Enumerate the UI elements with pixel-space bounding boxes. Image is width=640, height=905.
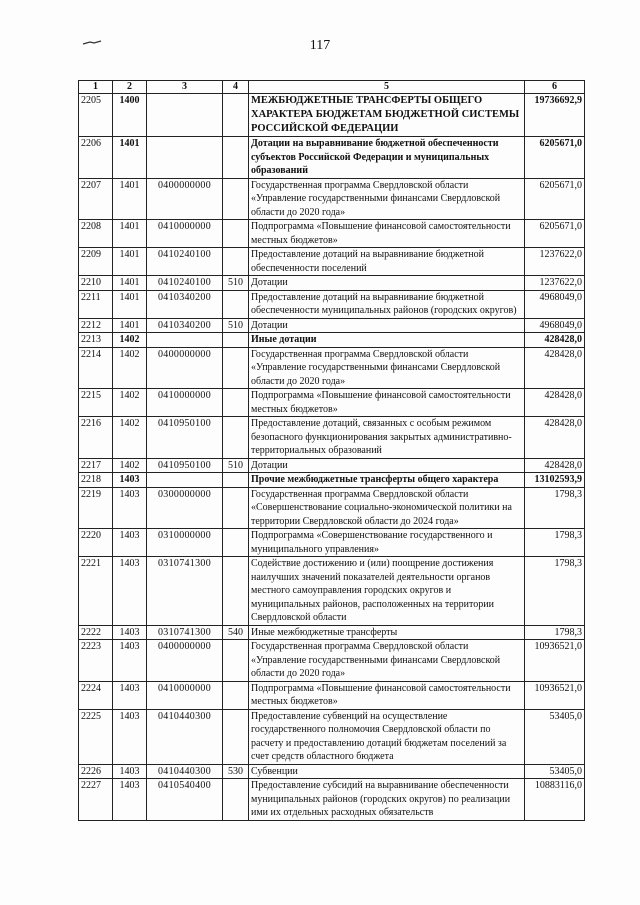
row-number: 2208 xyxy=(79,220,113,248)
row-name: Подпрограмма «Повышение финансовой самостоятельности местных бюджетов» xyxy=(249,681,525,709)
page-number: 117 xyxy=(309,38,331,53)
row-amount: 6205671,0 xyxy=(525,137,585,179)
target-code: 0410000000 xyxy=(147,681,223,709)
section-code: 1402 xyxy=(113,458,147,473)
section-code: 1401 xyxy=(113,248,147,276)
row-name: Иные межбюджетные трансферты xyxy=(249,625,525,640)
table-row xyxy=(79,625,585,640)
row-number: 2206 xyxy=(79,137,113,179)
expense-type xyxy=(223,529,249,557)
table-row xyxy=(79,473,585,488)
target-code: 0410950100 xyxy=(147,458,223,473)
column-header: 4 xyxy=(223,81,249,94)
section-code: 1403 xyxy=(113,764,147,779)
section-code: 1401 xyxy=(113,137,147,179)
row-name: Подпрограмма «Совершенствование государственного и муниципального управления» xyxy=(249,529,525,557)
table-row xyxy=(79,529,585,557)
table-row xyxy=(79,347,585,389)
section-code: 1401 xyxy=(113,178,147,220)
row-name: Содействие достижению и (или) поощрение достижения наилучших значений показателей деятельности органов местного самоуправления городских округов и муниципальных районов, расположенных на территории Свердловской области xyxy=(249,557,525,626)
column-header: 5 xyxy=(249,81,525,94)
row-number: 2216 xyxy=(79,417,113,459)
section-code: 1403 xyxy=(113,529,147,557)
table-row xyxy=(79,709,585,764)
expense-type xyxy=(223,178,249,220)
expense-type xyxy=(223,248,249,276)
target-code: 0300000000 xyxy=(147,487,223,529)
row-number: 2221 xyxy=(79,557,113,626)
row-name: Государственная программа Свердловской области «Управление государственными финансами Свердловской области до 2020 года» xyxy=(249,347,525,389)
target-code: 0410240100 xyxy=(147,276,223,291)
row-amount: 6205671,0 xyxy=(525,178,585,220)
scan-mark xyxy=(82,40,102,46)
row-name: Предоставление дотаций на выравнивание бюджетной обеспеченности муниципальных районов (городских округов) xyxy=(249,290,525,318)
row-amount: 10936521,0 xyxy=(525,681,585,709)
target-code xyxy=(147,333,223,348)
row-amount: 4968049,0 xyxy=(525,318,585,333)
section-code: 1403 xyxy=(113,557,147,626)
row-amount: 1798,3 xyxy=(525,487,585,529)
target-code: 0310741300 xyxy=(147,557,223,626)
expense-type: 530 xyxy=(223,764,249,779)
row-name: Предоставление дотаций на выравнивание бюджетной обеспеченности поселений xyxy=(249,248,525,276)
target-code: 0400000000 xyxy=(147,640,223,682)
table-row xyxy=(79,764,585,779)
expense-type xyxy=(223,290,249,318)
expense-type xyxy=(223,779,249,821)
section-code: 1401 xyxy=(113,290,147,318)
row-name: Прочие межбюджетные трансферты общего характера xyxy=(249,473,525,488)
target-code: 0410340200 xyxy=(147,290,223,318)
target-code: 0410000000 xyxy=(147,389,223,417)
row-amount: 4968049,0 xyxy=(525,290,585,318)
table-row xyxy=(79,94,585,137)
row-name: Подпрограмма «Повышение финансовой самостоятельности местных бюджетов» xyxy=(249,389,525,417)
row-name: Государственная программа Свердловской области «Управление государственными финансами Свердловской области до 2020 года» xyxy=(249,178,525,220)
target-code: 0410000000 xyxy=(147,220,223,248)
table-row xyxy=(79,681,585,709)
row-name: Государственная программа Свердловской области «Совершенствование социально-экономической политики на территории Свердловской области до 2024 года» xyxy=(249,487,525,529)
row-number: 2210 xyxy=(79,276,113,291)
row-amount: 6205671,0 xyxy=(525,220,585,248)
row-number: 2220 xyxy=(79,529,113,557)
row-amount: 1798,3 xyxy=(525,557,585,626)
expense-type: 510 xyxy=(223,458,249,473)
section-code: 1403 xyxy=(113,779,147,821)
section-code: 1402 xyxy=(113,389,147,417)
expense-type xyxy=(223,473,249,488)
expense-type: 510 xyxy=(223,276,249,291)
row-amount: 428428,0 xyxy=(525,458,585,473)
row-name: Предоставление субсидий на выравнивание обеспеченности муниципальных районов (городских округов) по реализации ими их отдельных расходных обязательств xyxy=(249,779,525,821)
row-number: 2205 xyxy=(79,94,113,137)
column-header: 6 xyxy=(525,81,585,94)
row-name: МЕЖБЮДЖЕТНЫЕ ТРАНСФЕРТЫ ОБЩЕГО ХАРАКТЕРА БЮДЖЕТАМ БЮДЖЕТНОЙ СИСТЕМЫ РОССИЙСКОЙ ФЕДЕРАЦИИ xyxy=(249,94,525,137)
expense-type xyxy=(223,389,249,417)
target-code: 0410440300 xyxy=(147,709,223,764)
section-code: 1403 xyxy=(113,487,147,529)
row-number: 2214 xyxy=(79,347,113,389)
target-code: 0410950100 xyxy=(147,417,223,459)
row-name: Подпрограмма «Повышение финансовой самостоятельности местных бюджетов» xyxy=(249,220,525,248)
expense-type xyxy=(223,487,249,529)
table-row xyxy=(79,178,585,220)
table-row xyxy=(79,248,585,276)
section-code: 1402 xyxy=(113,347,147,389)
table-row xyxy=(79,389,585,417)
row-amount: 53405,0 xyxy=(525,764,585,779)
row-name: Предоставление субвенций на осуществление государственного полномочия Свердловской области по расчету и предоставлению дотаций бюджетам поселений за счет средств областного бюджета xyxy=(249,709,525,764)
table-row xyxy=(79,137,585,179)
row-amount: 428428,0 xyxy=(525,333,585,348)
row-number: 2207 xyxy=(79,178,113,220)
expense-type xyxy=(223,557,249,626)
table-row xyxy=(79,640,585,682)
row-name: Дотации xyxy=(249,276,525,291)
row-number: 2223 xyxy=(79,640,113,682)
row-name: Дотации на выравнивание бюджетной обеспеченности субъектов Российской Федерации и муниципальных образований xyxy=(249,137,525,179)
row-amount: 428428,0 xyxy=(525,347,585,389)
expense-type xyxy=(223,709,249,764)
row-amount: 10936521,0 xyxy=(525,640,585,682)
section-code: 1402 xyxy=(113,333,147,348)
table-row xyxy=(79,220,585,248)
table-row xyxy=(79,333,585,348)
section-code: 1403 xyxy=(113,681,147,709)
row-name: Государственная программа Свердловской области «Управление государственными финансами Свердловской области до 2020 года» xyxy=(249,640,525,682)
table-row xyxy=(79,779,585,821)
column-header: 3 xyxy=(147,81,223,94)
target-code xyxy=(147,137,223,179)
row-number: 2217 xyxy=(79,458,113,473)
table-row xyxy=(79,557,585,626)
target-code: 0410440300 xyxy=(147,764,223,779)
section-code: 1401 xyxy=(113,220,147,248)
section-code: 1403 xyxy=(113,709,147,764)
row-number: 2218 xyxy=(79,473,113,488)
row-number: 2212 xyxy=(79,318,113,333)
target-code: 0310741300 xyxy=(147,625,223,640)
row-name: Дотации xyxy=(249,458,525,473)
row-amount: 19736692,9 xyxy=(525,94,585,137)
row-name: Дотации xyxy=(249,318,525,333)
expense-type: 510 xyxy=(223,318,249,333)
expense-type xyxy=(223,94,249,137)
section-code: 1400 xyxy=(113,94,147,137)
section-code: 1401 xyxy=(113,276,147,291)
target-code: 0410540400 xyxy=(147,779,223,821)
target-code: 0410240100 xyxy=(147,248,223,276)
header-row xyxy=(79,81,585,94)
row-number: 2224 xyxy=(79,681,113,709)
target-code: 0410340200 xyxy=(147,318,223,333)
row-name: Субвенции xyxy=(249,764,525,779)
expense-type xyxy=(223,333,249,348)
row-number: 2219 xyxy=(79,487,113,529)
table-row xyxy=(79,290,585,318)
row-number: 2225 xyxy=(79,709,113,764)
row-number: 2215 xyxy=(79,389,113,417)
column-header: 1 xyxy=(79,81,113,94)
budget-table xyxy=(78,80,585,821)
section-code: 1403 xyxy=(113,640,147,682)
expense-type xyxy=(223,137,249,179)
row-number: 2211 xyxy=(79,290,113,318)
row-amount: 1237622,0 xyxy=(525,276,585,291)
expense-type xyxy=(223,347,249,389)
target-code xyxy=(147,94,223,137)
target-code: 0310000000 xyxy=(147,529,223,557)
row-amount: 428428,0 xyxy=(525,417,585,459)
column-header: 2 xyxy=(113,81,147,94)
row-name: Иные дотации xyxy=(249,333,525,348)
target-code xyxy=(147,473,223,488)
row-number: 2222 xyxy=(79,625,113,640)
expense-type xyxy=(223,417,249,459)
row-name: Предоставление дотаций, связанных с особым режимом безопасного функционирования закрытых административно-территориальных образований xyxy=(249,417,525,459)
row-amount: 1237622,0 xyxy=(525,248,585,276)
expense-type xyxy=(223,220,249,248)
row-amount: 53405,0 xyxy=(525,709,585,764)
table-row xyxy=(79,417,585,459)
row-amount: 1798,3 xyxy=(525,529,585,557)
row-amount: 10883116,0 xyxy=(525,779,585,821)
section-code: 1401 xyxy=(113,318,147,333)
row-amount: 13102593,9 xyxy=(525,473,585,488)
section-code: 1402 xyxy=(113,417,147,459)
table-row xyxy=(79,318,585,333)
row-number: 2209 xyxy=(79,248,113,276)
expense-type: 540 xyxy=(223,625,249,640)
row-amount: 1798,3 xyxy=(525,625,585,640)
expense-type xyxy=(223,681,249,709)
section-code: 1403 xyxy=(113,625,147,640)
expense-type xyxy=(223,640,249,682)
table-row xyxy=(79,458,585,473)
row-amount: 428428,0 xyxy=(525,389,585,417)
table-row xyxy=(79,276,585,291)
section-code: 1403 xyxy=(113,473,147,488)
table-row xyxy=(79,487,585,529)
row-number: 2227 xyxy=(79,779,113,821)
target-code: 0400000000 xyxy=(147,178,223,220)
row-number: 2213 xyxy=(79,333,113,348)
row-number: 2226 xyxy=(79,764,113,779)
target-code: 0400000000 xyxy=(147,347,223,389)
